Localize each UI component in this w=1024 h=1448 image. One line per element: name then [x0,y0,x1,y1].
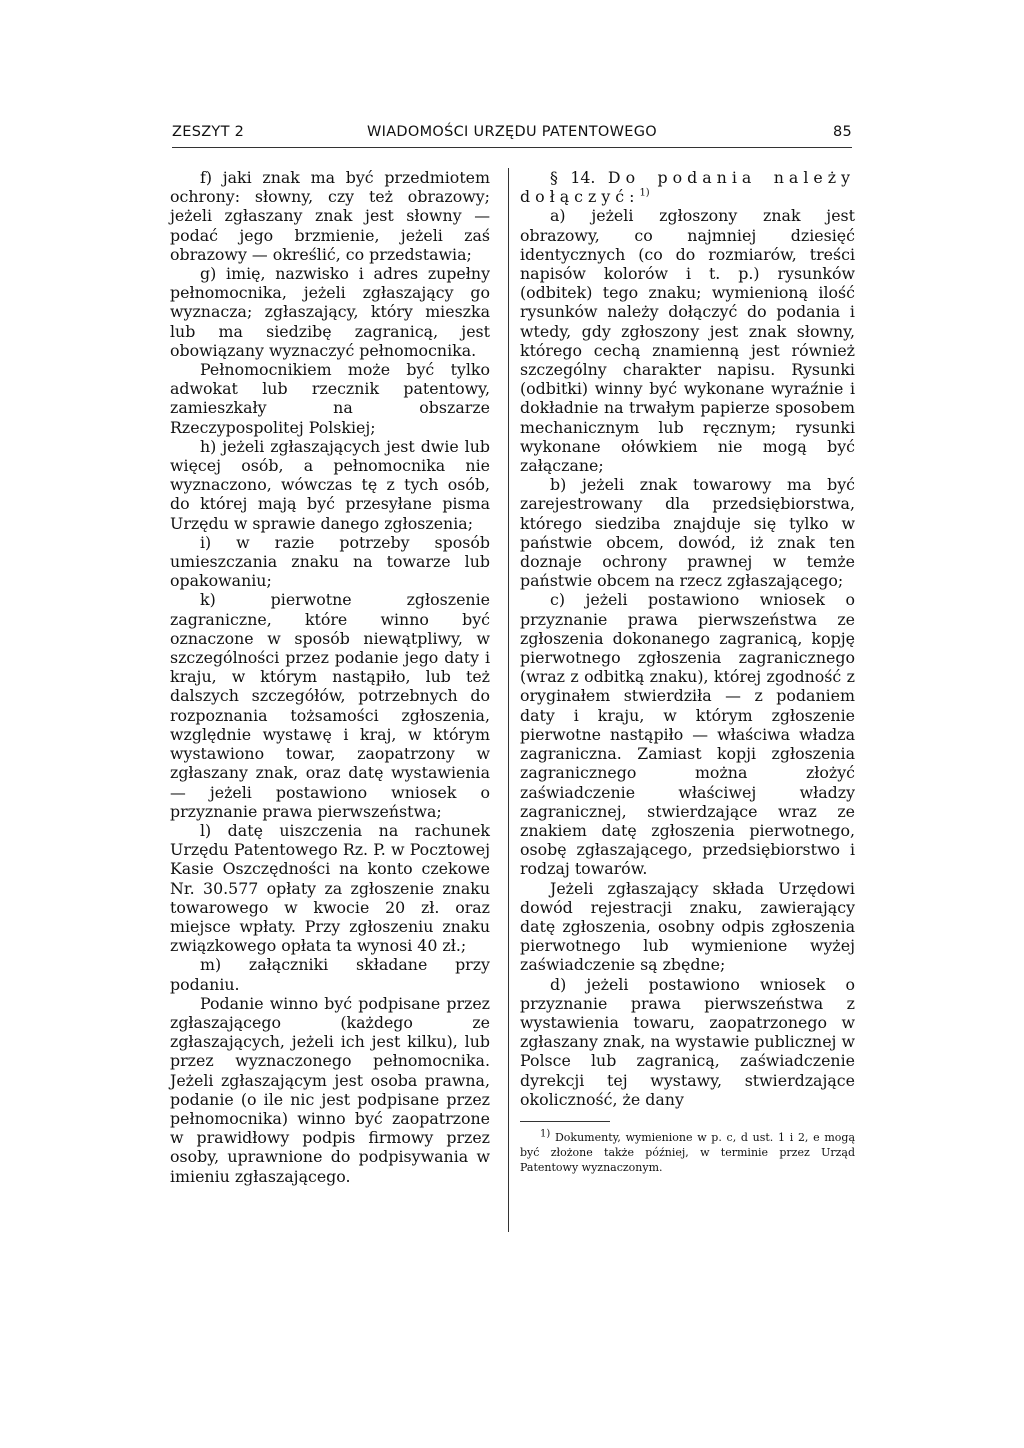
footnote-rule [520,1121,610,1122]
paragraph-l: l) datę uiszczenia na rachunek Urzędu Patentowego Rz. P. w Pocztowej Kasie Oszczędności na konto czekowe Nr. 30.577 opłaty za zgłoszenie znaku towarowego w kwocie 20 zł. oraz miejsce wpłaty. Przy zgłoszeniu znaku związkowego opłata ta wynosi 40 zł.; [170,820,490,956]
paragraph-attorney: Pełnomocnikiem może być tylko adwokat lub rzecznik patentowy, zamieszkały na obszarze Rzeczypospolitej Polskiej; [170,360,490,437]
section-heading [520,168,855,206]
paragraph-c: c) jeżeli postawiono wniosek o przyznanie prawa pierwszeństwa ze zgłoszenia dokonanego zagranicą, kopję pierwotnego zgłoszenia zagranicznego (wraz z odbitką znaku), której zgodność z oryginałem stwierdziła — z podaniem daty i kraju, w którym zgłoszenie pierwotne nastąpiło — właściwa władza zagraniczna. Zamiast kopji zgłoszenia zagranicznego można złożyć zaświadczenie właściwej władzy zagranicznej, stwierdzające wraz ze znakiem datę zgłoszenia pierwotnego, osobę zgłaszającego, przedsiębiorstwo i rodzaj towarów. [520,590,855,879]
header-rule [172,147,852,148]
section-number: § 14. [550,168,596,187]
footnote-marker: 1) [540,1128,551,1140]
paragraph-b: b) jeżeli znak towarowy ma być zarejestrowany dla przedsiębiorstwa, którego siedziba znajduje się tylko w państwie obcem, dowód, iż znak ten doznaje ochrony prawnej w temże państwie obcem na rzecz zgłaszającego; [520,475,855,591]
section-title: Do podania należy dołączyć: [520,168,855,207]
paragraph-h: h) jeżeli zgłaszających jest dwie lub więcej osób, a pełnomocnika nie wyznaczono, wówczas tę z tych osób, do której mają być przesyłane pisma Urzędu w sprawie danego zgłoszenia; [170,436,490,533]
paragraph-registration: Jeżeli zgłaszający składa Urzędowi dowód rejestracji znaku, zawierający datę zgłoszenia, osobny odpis zgłoszenia pierwotnego lub wymienione wyżej zaświadczenie są zbędne; [520,878,855,975]
column-divider [508,168,509,1232]
paragraph-a: a) jeżeli zgłoszony znak jest obrazowy, co najmniej dziesięć identycznych (co do rozmiarów, treści napisów kolorów i t. p.) rysunków (odbitek) tego znaku; wymienioną ilość rysunków należy dołączyć do podania i wtedy, gdy zgłoszony jest znak słowny, którego cechą znamienną jest również szczególny charakter napisu. Rysunki (odbitki) winny być wykonane wyraźnie i dokładnie na trwałym papierze sposobem mechanicznym lub ręcznym; rysunki wykonane ołówkiem nie mogą być załączane; [520,206,855,476]
paragraph-signature: Podanie winno być podpisane przez zgłaszającego (każdego ze zgłaszających, jeżeli ich jest kilku), lub przez wyznaczonego pełnomocnika. Jeżeli zgłaszającym jest osoba prawna, podanie (o ile nic jest podpisane przez pełnomocnika) winno być zaopatrzone w prawidłowy podpis firmowy przez osoby, uprawnione do podpisywania w imieniu zgłaszającego. [170,993,490,1186]
footnote [520,1130,855,1175]
paragraph-i: i) w razie potrzeby sposób umieszczania znaku na towarze lub opakowaniu; [170,532,490,591]
left-column [170,168,490,1186]
journal-title: WIADOMOŚCI URZĘDU PATENTOWEGO [366,124,657,140]
footnote-text: Dokumenty, wymienione w p. c, d ust. 1 i 2, e mogą być złożone także później, w terminie przez Urząd Patentowy wyznaczonym. [520,1130,856,1174]
right-column [520,168,855,1175]
paragraph-m: m) załączniki składane przy podaniu. [170,955,490,994]
paragraph-k: k) pierwotne zgłoszenie zagraniczne, które winno być oznaczone w sposób niewątpliwy, w szczególności przez podanie jego daty i kraju, w którym nastąpiło, lub też dalszych szczegółów, potrzebnych do rozpoznania tożsamości zgłoszenia, względnie wystawę i kraj, w którym wystawiono towar, zaopatrzony w zgłaszany znak, oraz datę wystawienia— jeżeli postawiono wniosek o przyznanie prawa pierwszeństwa; [170,590,490,821]
paragraph-f: f) jaki znak ma być przedmiotem ochrony: słowny, czy też obrazowy; jeżeli zgłaszany znak jest słowny — podać jego brzmienie, jeżeli zaś obrazowy — określić, co przedstawia; [170,168,490,264]
running-header [172,124,852,146]
page-number: 85 [832,124,852,140]
footnote-ref: 1) [639,187,650,199]
paragraph-g: g) imię, nazwisko i adres zupełny pełnomocnika, jeżeli zgłaszający go wyznacza; zgłaszający, który mieszka lub ma siedzibę zagranicą, jest obowiązany wyznaczyć pełnomocnika. [170,264,490,360]
issue-label: ZESZYT 2 [172,124,245,140]
paragraph-d: d) jeżeli postawiono wniosek o przyznanie prawa pierwszeństwa z wystawienia towaru, zaopatrzonego w zgłaszany znak, na wystawie publicznej w Polsce lub zagranicą, zaświadczenie dyrekcji tej wystawy, stwierdzające okoliczność, że dany [520,974,855,1109]
